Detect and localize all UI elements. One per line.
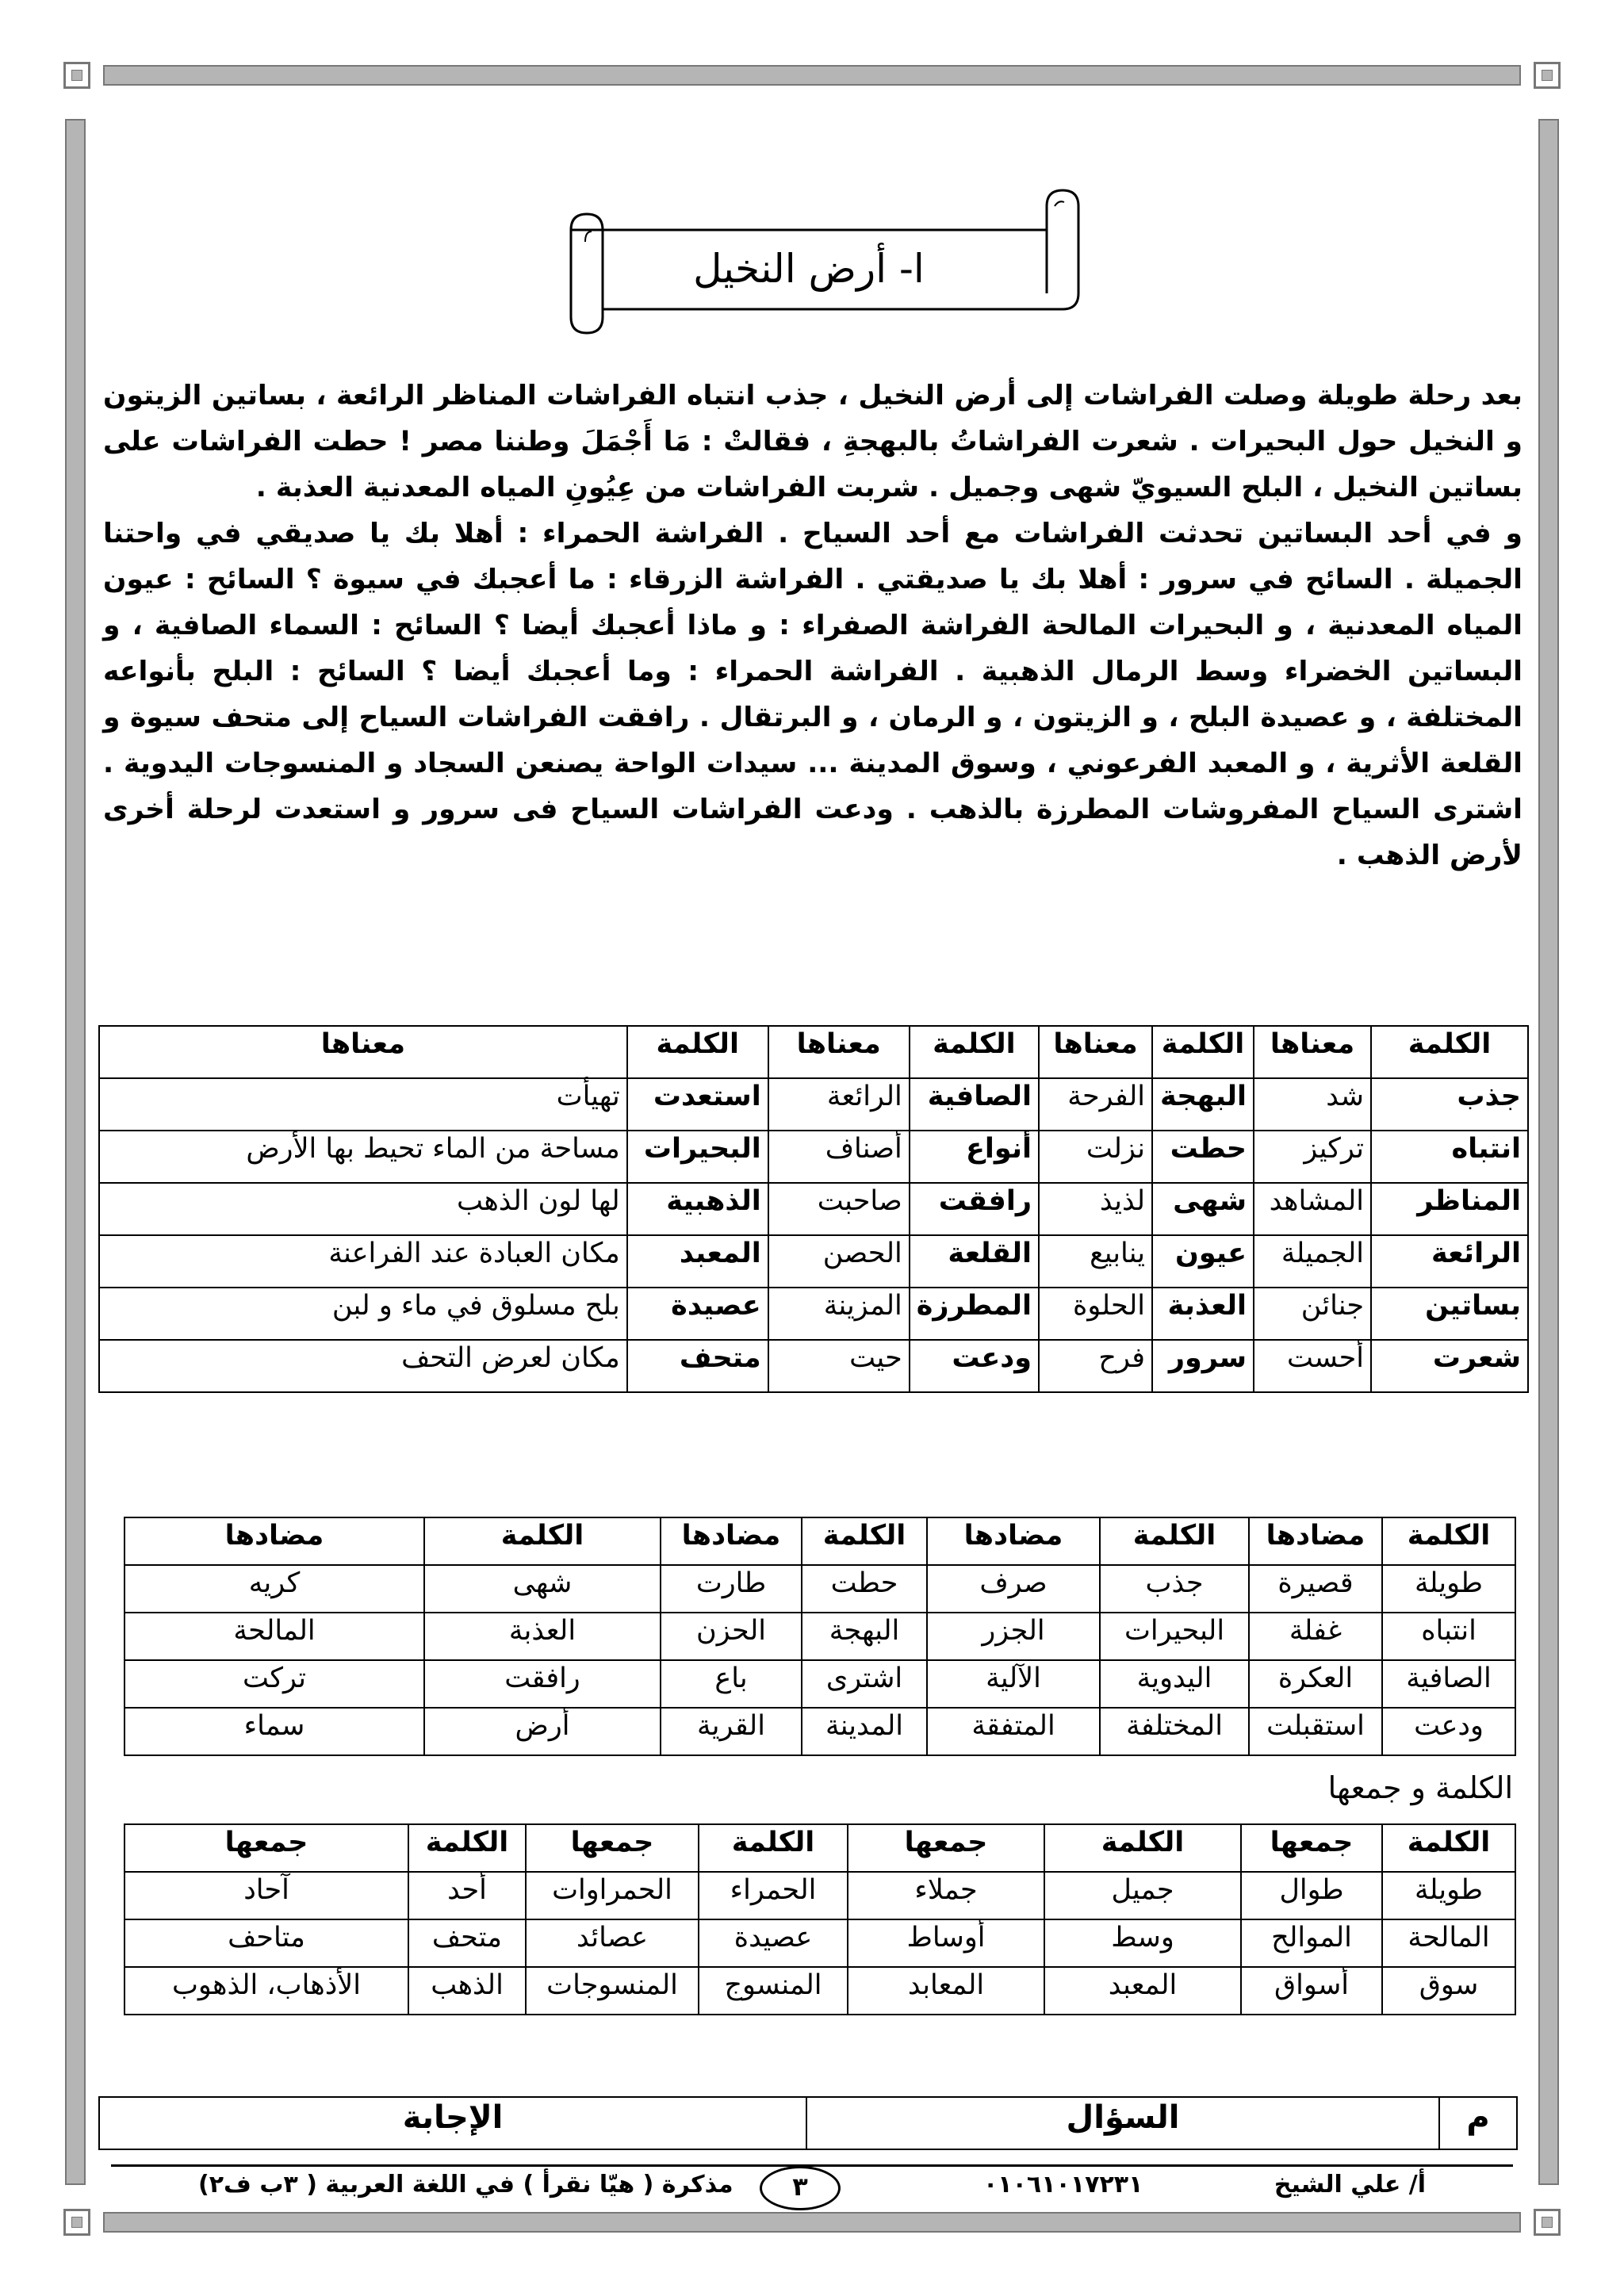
frame-corner [1534, 2209, 1561, 2236]
table-cell: البحيرات [627, 1131, 768, 1183]
frame-top [103, 65, 1521, 86]
table-cell: تركيز [1254, 1131, 1371, 1183]
table-cell: أسواق [1241, 1967, 1382, 2015]
table-cell: أوساط [848, 1919, 1044, 1967]
table-header: جمعها [526, 1824, 699, 1872]
table-cell: جميل [1044, 1872, 1241, 1919]
table-cell: القرية [661, 1708, 802, 1755]
table-cell: نزلت [1039, 1131, 1152, 1183]
table-cell: البهجة [1152, 1078, 1254, 1131]
table-header: الكلمة [1371, 1026, 1528, 1078]
table-cell: شعرت [1371, 1340, 1528, 1392]
table-header: مضادها [661, 1517, 802, 1565]
qa-question-header: السؤال [806, 2097, 1439, 2149]
table-cell: الصافية [910, 1078, 1039, 1131]
table-cell: وسط [1044, 1919, 1241, 1967]
table-row [124, 1872, 1515, 1919]
frame-bottom [103, 2212, 1521, 2233]
table-cell: حطت [1152, 1131, 1254, 1183]
table-row [124, 1967, 1515, 2015]
table-cell: المختلفة [1100, 1708, 1249, 1755]
table-row [99, 1131, 1528, 1183]
table-header: مضادها [927, 1517, 1100, 1565]
table-cell: القلعة [910, 1235, 1039, 1288]
table-cell: عصيدة [699, 1919, 848, 1967]
table-header: الكلمة [802, 1517, 927, 1565]
table-row [99, 1235, 1528, 1288]
table-cell: رافقت [910, 1183, 1039, 1235]
table-cell: سماء [124, 1708, 424, 1755]
table-cell: الحمراوات [526, 1872, 699, 1919]
table-cell: أصناف [768, 1131, 910, 1183]
passage-paragraph: و في أحد البساتين تحدثت الفراشات مع أحد السياح . الفراشة الحمراء : أهلا بك يا صديقي في واحتنا الجميلة . السائح في سرور : أهلا بك يا صديقتي . الفراشة الزرقاء : ما أعجبك في سيوة ؟ السائح : عيون المياه المعدنية ، و البحيرات المالحة الفراشة الصفراء : و ماذا أعجبك أيضا ؟ السائح : السماء الصافية ، و البساتين الخضراء وسط الرمال الذهبية . الفراشة الحمراء : وما أعجبك أيضا ؟ السائح : البلح بأنواعه المختلفة ، و عصيدة البلح ، و الزيتون ، و الرمان ، و البرتقال . رافقت الفراشات السياح إلى متحف سيوة و القلعة الأثرية ، و المعبد الفرعوني ، وسوق المدينة ... سيدات الواحة يصنعن السجاد و المنسوجات اليدوية . اشترى السياح المفروشات المطرزة بالذهب . ودعت الفراشات السياح فى سرور و استعدت لرحلة أخرى لأرض الذهب . [103, 518, 1522, 871]
passage-paragraph: بعد رحلة طويلة وصلت الفراشات إلى أرض النخيل ، جذب انتباه الفراشات المناظر الرائعة ، بساتين الزيتون و النخيل حول البحيرات . شعرت الفراشاتُ بالبهجةِ ، فقالتْ : مَا أَجْمَلَ وطننا مصر ! حطت الفراشات على بساتين النخيل ، البلح السيويّ شهى وجميل . شربت الفراشات من عِيُونِ المياه المعدنية العذبة . [103, 380, 1522, 503]
table-cell: ينابيع [1039, 1235, 1152, 1288]
table-cell: الحصن [768, 1235, 910, 1288]
table-row [99, 1340, 1528, 1392]
table-cell: استقبلت [1249, 1708, 1382, 1755]
table-header-row [99, 2097, 1517, 2149]
table-cell: طويلة [1382, 1872, 1515, 1919]
table-cell: المالحة [124, 1613, 424, 1660]
table-cell: صاحبت [768, 1183, 910, 1235]
table-cell: البحيرات [1100, 1613, 1249, 1660]
table-cell: الرائعة [768, 1078, 910, 1131]
table-cell: العذبة [1152, 1288, 1254, 1340]
footer-phone: ٠١٠٦١٠١٧٢٣١ [983, 2171, 1143, 2198]
table-header: الكلمة [627, 1026, 768, 1078]
table-row [99, 1288, 1528, 1340]
table-cell: اليدوية [1100, 1660, 1249, 1708]
table-cell: المنسوجات [526, 1967, 699, 2015]
table-cell: كريه [124, 1565, 424, 1613]
frame-corner [63, 2209, 90, 2236]
table-cell: طارت [661, 1565, 802, 1613]
table-header-row [124, 1824, 1515, 1872]
frame-left [65, 119, 86, 2185]
table-header: جمعها [848, 1824, 1044, 1872]
frame-corner [63, 62, 90, 89]
table-header: الكلمة [1152, 1026, 1254, 1078]
table-cell: طوال [1241, 1872, 1382, 1919]
qa-number-header: م [1439, 2097, 1517, 2149]
table-cell: جنائن [1254, 1288, 1371, 1340]
meanings-table [98, 1025, 1529, 1393]
table-row [124, 1565, 1515, 1613]
plurals-title: الكلمة و جمعها [1327, 1770, 1513, 1805]
table-row [124, 1660, 1515, 1708]
table-cell: شهى [424, 1565, 661, 1613]
table-header: الكلمة [1382, 1824, 1515, 1872]
table-cell: المدينة [802, 1708, 927, 1755]
table-cell: انتباه [1371, 1131, 1528, 1183]
table-cell: جذب [1371, 1078, 1528, 1131]
table-cell: غفلة [1249, 1613, 1382, 1660]
page-number: ٣ [760, 2166, 841, 2210]
table-cell: عيون [1152, 1235, 1254, 1288]
table-cell: الحمراء [699, 1872, 848, 1919]
table-cell: الحلوة [1039, 1288, 1152, 1340]
lesson-title: ا- أرض النخيل [693, 246, 925, 292]
table-cell: البهجة [802, 1613, 927, 1660]
table-header: معناها [768, 1026, 910, 1078]
table-header-row [124, 1517, 1515, 1565]
table-cell: الرائعة [1371, 1235, 1528, 1288]
table-cell: المعبد [1044, 1967, 1241, 2015]
table-cell: الذهب [408, 1967, 526, 2015]
table-header: مضادها [124, 1517, 424, 1565]
table-cell: متحف [408, 1919, 526, 1967]
table-row [99, 1078, 1528, 1131]
table-cell: أرض [424, 1708, 661, 1755]
table-header: الكلمة [408, 1824, 526, 1872]
table-cell: الجزر [927, 1613, 1100, 1660]
table-cell: الموالح [1241, 1919, 1382, 1967]
table-cell: المشاهد [1254, 1183, 1371, 1235]
table-cell: بساتين [1371, 1288, 1528, 1340]
frame-right [1538, 119, 1559, 2185]
table-row [124, 1613, 1515, 1660]
table-cell: المطرزة [910, 1288, 1039, 1340]
table-cell: الذهبية [627, 1183, 768, 1235]
table-cell: تهيأت [99, 1078, 627, 1131]
table-cell: الصافية [1382, 1660, 1515, 1708]
table-cell: المناظر [1371, 1183, 1528, 1235]
table-cell: العكرة [1249, 1660, 1382, 1708]
table-header: جمعها [1241, 1824, 1382, 1872]
table-cell: اشترى [802, 1660, 927, 1708]
table-cell: لذيذ [1039, 1183, 1152, 1235]
table-cell: قصيرة [1249, 1565, 1382, 1613]
table-cell: الآلية [927, 1660, 1100, 1708]
table-cell: شد [1254, 1078, 1371, 1131]
table-header-row [99, 1026, 1528, 1078]
table-cell: عصائد [526, 1919, 699, 1967]
table-cell: آحاد [124, 1872, 408, 1919]
table-cell: متاحف [124, 1919, 408, 1967]
table-cell: المعابد [848, 1967, 1044, 2015]
table-cell: صرف [927, 1565, 1100, 1613]
table-cell: لها لون الذهب [99, 1183, 627, 1235]
table-cell: مكان العبادة عند الفراعنة [99, 1235, 627, 1288]
table-cell: ودعت [910, 1340, 1039, 1392]
table-header: معناها [1039, 1026, 1152, 1078]
table-cell: المزينة [768, 1288, 910, 1340]
table-cell: جذب [1100, 1565, 1249, 1613]
table-header: جمعها [124, 1824, 408, 1872]
table-cell: انتباه [1382, 1613, 1515, 1660]
table-cell: تركت [124, 1660, 424, 1708]
table-cell: مكان لعرض التحف [99, 1340, 627, 1392]
table-row [124, 1708, 1515, 1755]
table-cell: بلح مسلوق في ماء و لبن [99, 1288, 627, 1340]
table-header: الكلمة [1044, 1824, 1241, 1872]
table-cell: الأذهاب، الذهوب [124, 1967, 408, 2015]
table-cell: حطت [802, 1565, 927, 1613]
table-cell: شهى [1152, 1183, 1254, 1235]
table-header: الكلمة [424, 1517, 661, 1565]
table-cell: العذبة [424, 1613, 661, 1660]
table-cell: رافقت [424, 1660, 661, 1708]
table-cell: الفرحة [1039, 1078, 1152, 1131]
table-cell: المنسوج [699, 1967, 848, 2015]
table-header: الكلمة [910, 1026, 1039, 1078]
table-cell: أنواع [910, 1131, 1039, 1183]
table-cell: الجميلة [1254, 1235, 1371, 1288]
qa-answer-header: الإجابة [99, 2097, 806, 2149]
table-row [124, 1919, 1515, 1967]
table-cell: حيت [768, 1340, 910, 1392]
table-header: الكلمة [1100, 1517, 1249, 1565]
table-cell: المتفقة [927, 1708, 1100, 1755]
table-cell: فرح [1039, 1340, 1152, 1392]
table-cell: المعبد [627, 1235, 768, 1288]
table-cell: الحزن [661, 1613, 802, 1660]
table-cell: سرور [1152, 1340, 1254, 1392]
table-cell: استعدت [627, 1078, 768, 1131]
table-header: الكلمة [699, 1824, 848, 1872]
opposites-table [124, 1517, 1516, 1756]
table-cell: باع [661, 1660, 802, 1708]
table-cell: أحد [408, 1872, 526, 1919]
table-cell: سوق [1382, 1967, 1515, 2015]
qa-table [98, 2096, 1518, 2150]
table-header: الكلمة [1382, 1517, 1515, 1565]
table-cell: مساحة من الماء تحيط بها الأرض [99, 1131, 627, 1183]
footer-note: مذكرة ( هيّا نقرأ ) في اللغة العربية ( ٣ب ف٢) [198, 2171, 733, 2198]
footer-teacher: أ/ علي الشيخ [1274, 2171, 1426, 2198]
table-cell: أحست [1254, 1340, 1371, 1392]
table-cell: طويلة [1382, 1565, 1515, 1613]
reading-passage [103, 373, 1522, 878]
table-header: معناها [99, 1026, 627, 1078]
table-cell: جملاء [848, 1872, 1044, 1919]
table-cell: ودعت [1382, 1708, 1515, 1755]
table-row [99, 1183, 1528, 1235]
table-cell: عصيدة [627, 1288, 768, 1340]
table-cell: المالحة [1382, 1919, 1515, 1967]
frame-corner [1534, 62, 1561, 89]
table-header: معناها [1254, 1026, 1371, 1078]
table-header: مضادها [1249, 1517, 1382, 1565]
plurals-table [124, 1823, 1516, 2015]
table-cell: متحف [627, 1340, 768, 1392]
